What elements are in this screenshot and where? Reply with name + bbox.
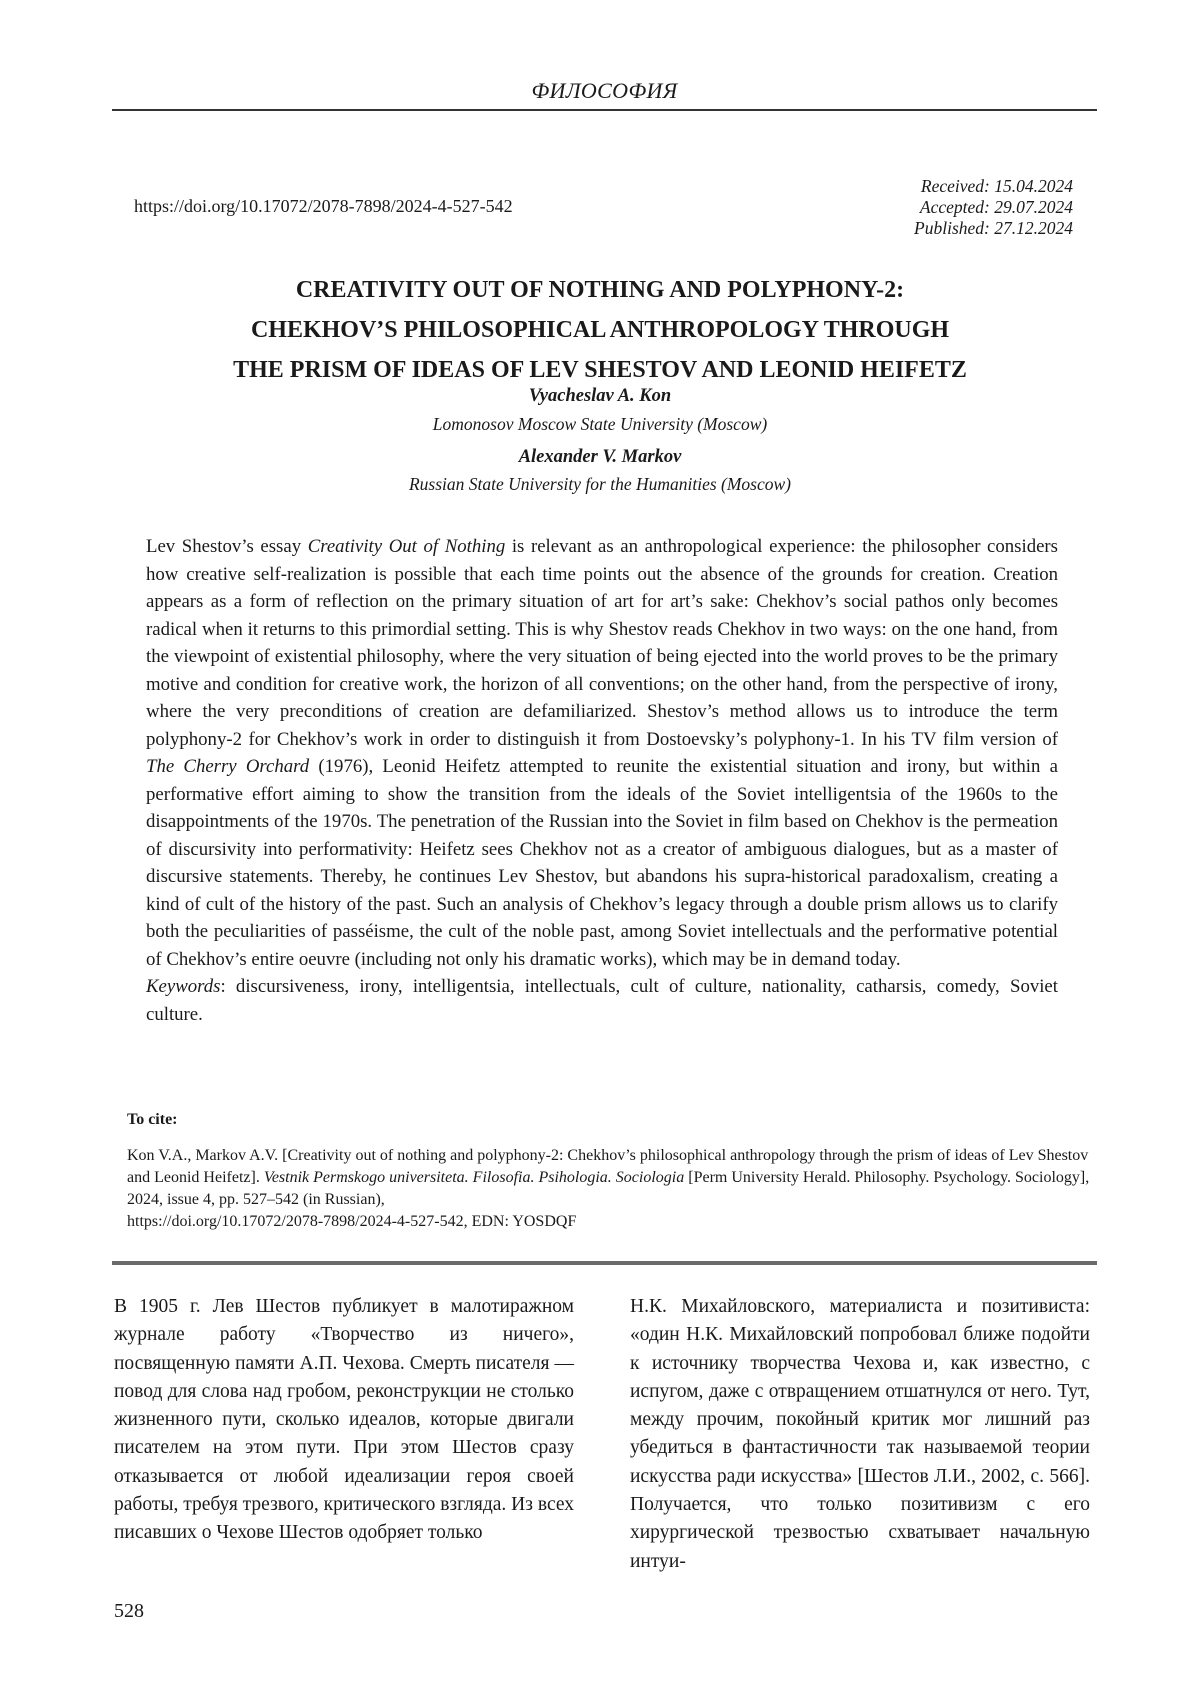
section-divider — [112, 1261, 1097, 1265]
keywords-label: Keywords — [146, 976, 221, 997]
header-divider — [112, 109, 1097, 111]
published-date: Published: 27.12.2024 — [914, 218, 1073, 238]
abstract — [146, 533, 1058, 1028]
abstract-body-1: is relevant as an anthropological experience: the philosopher considers how creative self-realization is possible that each time points out the absence of the grounds for creation. Creation appears as a form of reflection on the primary situation of art for art’s sake: Chekhov’s social pathos only becomes radical when it returns to this primordial setting. This is why Shestov reads Chekhov in two ways: on the one hand, from the viewpoint of existential philosophy, where the very situation of being ejected into the world proves to be the primary motive and condition for creative work, the horizon of all conventions; on the other hand, from the perspective of irony, where the very preconditions of creation are defamiliarized. Shestov’s method allows us to introduce the term polyphony-2 for Chekhov’s work in order to distinguish it from Dostoevsky’s polyphony-1. In his TV film version of — [146, 536, 1058, 750]
citation-label: To cite: — [127, 1111, 178, 1128]
abstract-body-2: (1976), Leonid Heifetz attempted to reunite the existential situation and irony, but within a performative effort aiming to show the transition from the ideals of the Soviet intelligentsia of the 1960s to the disappointments of the 1970s. The penetration of the Russian into the Soviet in film based on Chekhov is the permeation of discursivity into performativity: Heifetz sees Chekhov not as a creator of ambiguous dialogues, but as a master of discursive statements. Thereby, he continues Lev Shestov, but abandons his supra-historical paradoxalism, creating a kind of cult of the history of the past. Such an analysis of Chekhov’s legacy through a double prism allows us to clarify both the peculiarities of passéisme, the cult of the noble past, among Soviet intellectuals and the performative potential of Chekhov’s entire oeuvre (including not only his dramatic works), which may be in demand today. — [146, 756, 1058, 970]
keywords — [146, 973, 1058, 1028]
author-name: Alexander V. Markov — [518, 447, 682, 467]
body-column-left: В 1905 г. Лев Шестов публикует в малотиражном журнале работу «Творчество из ничего», посвященную памяти А.П. Чехова. Смерть писателя — повод для слова над гробом, реконструкции не столько жизненного пути, сколько идеалов, которые двигали писателем на этом пути. При этом Шестов сразу отказывается от любой идеализации героя своей работы, требуя трезвого, критического взгляда. Из всех писавших о Чехове Шестов одобряет только — [114, 1296, 574, 1544]
citation-authors-title: Kon V.A., Markov A.V. [Creativity out of nothing and polyphony-2: Chekhov’s philosophical anthropology through the prism of ideas of Lev Shestov and Leonid Heifetz]. — [127, 1147, 1089, 1186]
title-line: CREATIVITY OUT OF NOTHING AND POLYPHONY-2: — [295, 277, 905, 303]
citation-doi[interactable]: https://doi.org/10.17072/2078-7898/2024-4-527-542, EDN: YOSDQF — [127, 1213, 577, 1230]
abstract-intro: Lev Shestov’s essay — [146, 536, 308, 557]
accepted-date: Accepted: 29.07.2024 — [919, 197, 1073, 217]
title-line: CHEKHOV’S PHILOSOPHICAL ANTHROPOLOGY THROUGH — [250, 317, 950, 343]
running-head-section: ФИЛОСОФИЯ — [531, 78, 678, 103]
film-title: The Cherry Orchard — [146, 756, 310, 777]
article-title — [150, 270, 1050, 390]
page-number: 528 — [114, 1600, 144, 1622]
received-date: Received: 15.04.2024 — [920, 176, 1073, 196]
keywords-list: : discursiveness, irony, intelligentsia, intellectuals, cult of culture, nationality, catharsis, comedy, Soviet culture. — [146, 976, 1058, 1025]
citation-journal: Vestnik Permskogo universiteta. Filosofia. Psihologia. Sociologia — [263, 1169, 685, 1186]
author-name: Vyacheslav A. Kon — [528, 386, 672, 406]
doi-link[interactable]: https://doi.org/10.17072/2078-7898/2024-4-527-542 — [134, 196, 513, 216]
title-line: THE PRISM OF IDEAS OF LEV SHESTOV AND LEONID HEIFETZ — [233, 357, 967, 383]
publication-dates — [914, 176, 1073, 239]
citation-details: [Perm University Herald. Philosophy. Psychology. Sociology], 2024, issue 4, pp. 527–542 (in Russian), — [127, 1169, 1090, 1208]
citation-text — [127, 1145, 1102, 1233]
abstract-text — [146, 533, 1058, 973]
author-affiliation: Russian State University for the Humanities (Moscow) — [408, 474, 792, 494]
essay-title: Creativity Out of Nothing — [307, 536, 506, 557]
body-column-right: Н.К. Михайловского, материалиста и позитивиста: «один Н.К. Михайловский попробовал ближе подойти к источнику творчества Чехова и, как известно, с испугом, даже с отвращением отшатнулся от него. Тут, между прочим, покойный критик мог лишний раз убедиться в фантастичности так называемой теории искусства ради искусства» [Шестов Л.И., 2002, с. 566]. Получается, что только позитивизм с его хирургической трезвостью схватывает начальную интуи- — [630, 1296, 1090, 1572]
author-affiliation: Lomonosov Moscow State University (Moscow) — [432, 414, 768, 434]
